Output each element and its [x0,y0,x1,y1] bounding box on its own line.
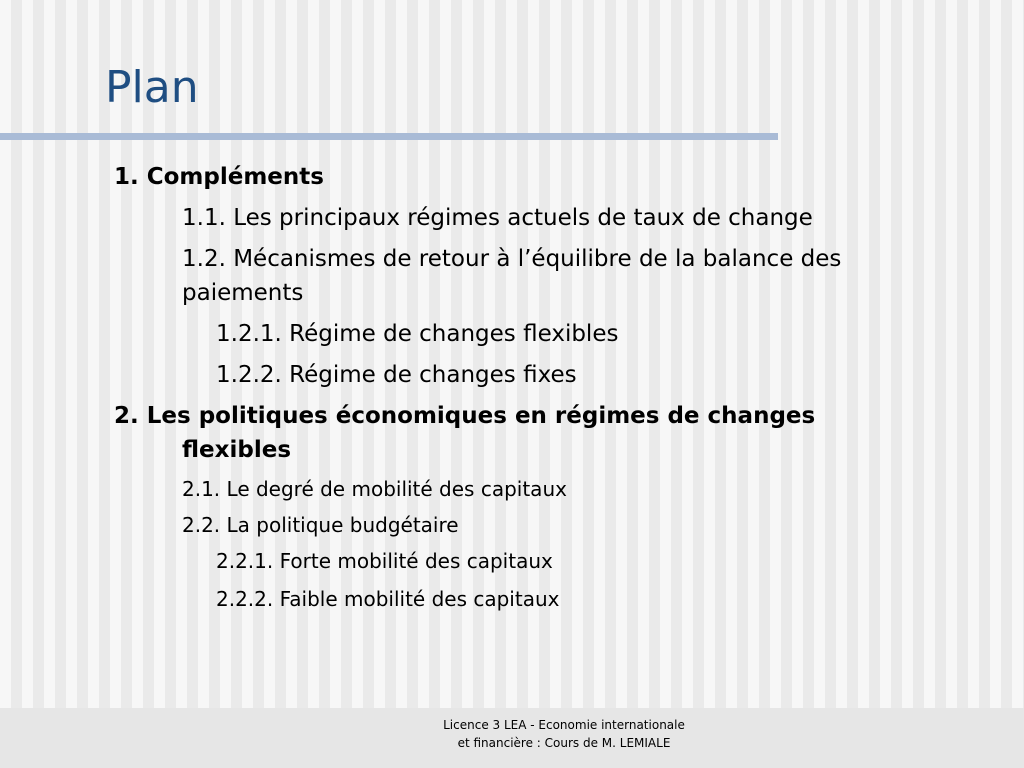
outline-subitem: 1.2.2. Régime de changes fixes [216,362,577,388]
slide-title: Plan [105,62,199,113]
footer [394,716,734,752]
outline-subitem: 2.2.1. Forte mobilité des capitaux [216,549,553,573]
section-heading-continuation: flexibles [182,437,292,463]
outline-item: 2.2. La politique budgétaire [182,513,459,537]
outline-subitem: 1.2.1. Régime de changes flexibles [216,321,619,347]
outline-item: 1.1. Les principaux régimes actuels de taux de change [182,205,813,231]
outline-item: 2.1. Le degré de mobilité des capitaux [182,477,567,501]
outline-item-continuation: paiements [182,280,304,306]
title-underline [0,133,778,140]
outline-item: 1.2. Mécanismes de retour à l’équilibre de la balance des [182,246,842,272]
section-heading: 1. Compléments [114,164,324,190]
footer-line: Licence 3 LEA - Economie internationale [443,718,685,732]
footer-line: et financière : Cours de M. LEMIALE [457,736,671,750]
section-heading: 2. Les politiques économiques en régimes de changes [114,403,816,429]
outline-subitem: 2.2.2. Faible mobilité des capitaux [216,587,560,611]
